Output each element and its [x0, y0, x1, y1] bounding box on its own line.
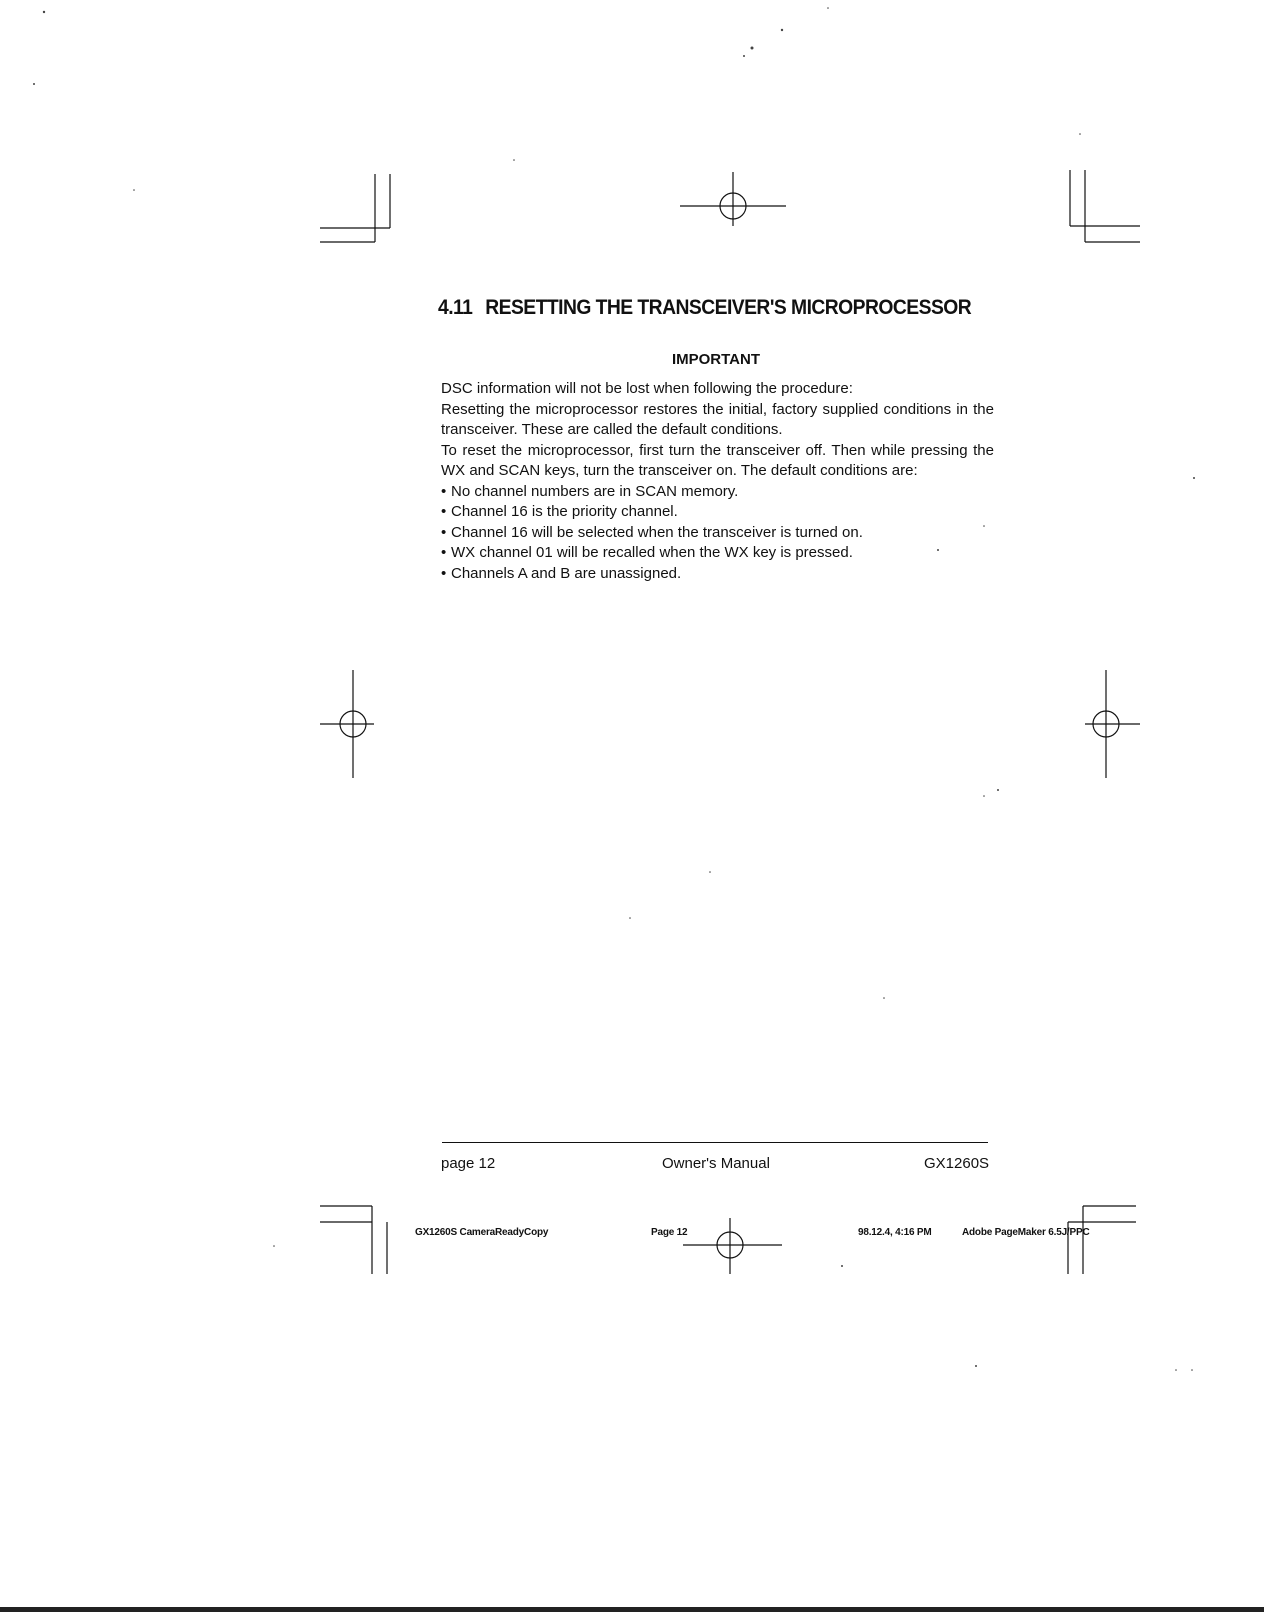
registration-mark-left [320, 670, 374, 778]
bullet-icon: • [441, 564, 447, 582]
list-item: • Channels A and B are unassigned. [441, 564, 994, 585]
scan-specks [33, 7, 1195, 1371]
bullet-icon: • [441, 523, 447, 541]
section-title: RESETTING THE TRANSCEIVER'S MICROPROCESSOR [485, 296, 972, 319]
slug-page: Page 12 [651, 1227, 688, 1238]
bullet-icon: • [441, 503, 447, 520]
slug-application: Adobe PageMaker 6.5J/PPC [962, 1227, 1090, 1238]
reset-description: Resetting the microprocessor restores the initial, factory supplied conditions in the transceiver. These are called the default conditions. [441, 400, 994, 438]
registration-mark-top [680, 172, 786, 226]
list-item: • No channel numbers are in SCAN memory. [441, 482, 994, 503]
crop-mark-top-right [1070, 170, 1140, 242]
default-conditions-list [441, 482, 994, 585]
bullet-icon: • [441, 544, 447, 561]
reset-instructions: To reset the microprocessor, first turn the transceiver off. Then while pressing the WX and SCAN keys, turn the transceiver on. The default conditions are: [441, 441, 994, 479]
footer-page-number: page 12 [441, 1155, 496, 1172]
crop-mark-bottom-right [1068, 1206, 1136, 1274]
list-item: • Channel 16 is the priority channel. [441, 502, 994, 523]
registration-mark-bottom [683, 1218, 782, 1274]
body-text [441, 379, 994, 584]
slug-timestamp: 98.12.4, 4:16 PM [858, 1227, 932, 1238]
important-notice-label: IMPORTANT [671, 351, 761, 368]
scan-bottom-edge [0, 1607, 1264, 1612]
footer-manual-title: Owner's Manual [662, 1155, 770, 1172]
registration-mark-right [1085, 670, 1140, 778]
footer-rule [442, 1142, 988, 1143]
crop-mark-bottom-left [320, 1206, 387, 1274]
section-heading [438, 296, 972, 320]
list-item: • WX channel 01 will be recalled when the WX key is pressed. [441, 543, 994, 564]
crop-mark-top-left [320, 174, 390, 242]
dsc-note: DSC information will not be lost when following the procedure: [441, 380, 853, 397]
bullet-icon: • [441, 482, 447, 500]
footer-model: GX1260S [924, 1155, 990, 1172]
slug-filename: GX1260S CameraReadyCopy [415, 1227, 549, 1238]
section-number: 4.11 [438, 296, 473, 319]
list-item: • Channel 16 will be selected when the transceiver is turned on. [441, 523, 994, 544]
